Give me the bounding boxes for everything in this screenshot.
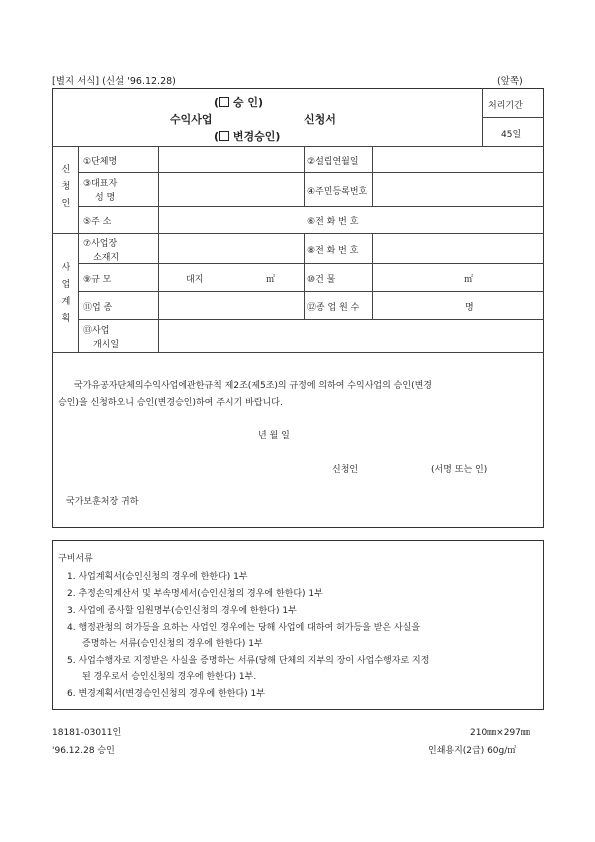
document-item-4-cont: 증명하는 서류(승인신청의 경우에 한한다) 1부	[82, 639, 263, 649]
rep-label-line2: 성 명	[95, 193, 116, 203]
employees-field[interactable]	[374, 293, 462, 317]
land-area-field[interactable]	[206, 265, 262, 289]
document-item-6: 6. 변경계획서(변경승인신청의 경우에 한한다) 1부	[67, 689, 265, 699]
site-phone-label: ⑧전 화 번 호	[307, 246, 359, 256]
processing-period-label: 처리기간	[488, 101, 523, 111]
scale-label: ⑨규 모	[83, 275, 112, 285]
document-item-1: 1. 사업계획서(승인신청의 경우에 한한다) 1부	[67, 572, 248, 582]
org-name-label: ①단체명	[83, 157, 118, 167]
address-label: ⑤주 소	[83, 217, 112, 227]
rrn-label: ④주민등록번호	[307, 187, 368, 197]
employees-unit: 명	[465, 303, 474, 313]
title-change-approval: ( 변경승인)	[214, 130, 281, 143]
required-documents-heading: 구비서류	[58, 554, 93, 564]
rep-name-field[interactable]	[160, 174, 302, 204]
approval-date: '96.12.28 승인	[52, 746, 115, 756]
form-reference: [별지 서식] (신설 '96.12.28)	[52, 76, 176, 87]
business-type-field[interactable]	[160, 293, 302, 317]
document-item-5: 5. 사업수행자로 지정받은 사실을 증명하는 서류(당해 단체의 지부의 장이 사업수행자로 지정	[67, 656, 430, 666]
applicant-name-field[interactable]	[368, 456, 424, 474]
statement-line1: 국가유공자단체의수익사업에관한규칙 제2조(제5조)의 규정에 의하여 수익사업의 승인(변경	[74, 381, 432, 391]
address-field[interactable]	[160, 208, 302, 231]
application-date[interactable]: 년 월 일	[258, 431, 290, 441]
document-item-4: 4. 행정관청의 허가등을 요하는 사업인 경우에는 당해 사업에 대하여 허가등을 받은 사실을	[67, 623, 421, 633]
title-main-right: 신청서	[304, 113, 336, 126]
recipient: 국가보훈처장 귀하	[66, 497, 139, 507]
est-date-field[interactable]	[374, 148, 542, 170]
paper-size: 210㎜×297㎜	[470, 728, 530, 738]
org-name-field[interactable]	[160, 148, 302, 170]
est-date-label: ②설립연월일	[307, 157, 359, 167]
employees-label: ⑫종 업 원 수	[307, 303, 360, 313]
title-approval: ( 승 인)	[214, 96, 263, 109]
statement-line2: 승인)을 신청하오니 승인(변경승인)하여 주시기 바랍니다.	[58, 398, 283, 408]
start-date-label-line1: ⑬사업	[83, 326, 110, 336]
site-label-line1: ⑦사업장	[83, 239, 118, 249]
phone-field[interactable]	[374, 208, 542, 231]
site-location-field[interactable]	[160, 235, 302, 261]
rrn-field[interactable]	[374, 174, 542, 204]
rep-label-line1: ③대표자	[83, 179, 118, 189]
start-date-label-line2: 개시일	[93, 340, 120, 350]
document-item-2: 2. 추정손익계산서 및 부속명세서(승인신청의 경우에 한한다) 1부	[67, 589, 323, 599]
paper-spec: 인쇄용지(2급) 60g/㎡	[428, 746, 517, 756]
land-label: 대지	[186, 275, 204, 285]
land-unit: ㎡	[266, 275, 276, 285]
document-item-3: 3. 사업에 종사할 임원명부(승인신청의 경우에 한한다) 1부	[67, 606, 297, 616]
applicant-group-label: 신 청 인	[61, 165, 71, 209]
applicant-signature-label: 신청인	[332, 465, 359, 475]
building-unit: ㎡	[464, 275, 474, 285]
site-label-line2: 소재지	[93, 253, 120, 263]
form-code: 18181-03011인	[52, 728, 122, 738]
business-plan-group-label: 사 업 계 획	[61, 263, 71, 324]
page-side-label: (앞쪽)	[497, 76, 523, 87]
start-date-field[interactable]	[160, 321, 542, 350]
processing-period-value: 45일	[501, 130, 522, 140]
building-area-field[interactable]	[374, 265, 462, 289]
business-type-label: ⑪업 종	[83, 303, 113, 313]
document-item-5-cont: 된 경우로서 승인신청의 경우에 한한다) 1부.	[82, 672, 257, 682]
change-approval-checkbox[interactable]	[219, 131, 229, 141]
title-main-left: 수익사업	[170, 113, 213, 126]
signature-or-seal[interactable]: (서명 또는 인)	[431, 465, 488, 475]
building-label: ⑩건 물	[307, 275, 336, 285]
approval-checkbox[interactable]	[219, 97, 229, 107]
phone-label: ⑥전 화 번 호	[307, 217, 359, 227]
site-phone-field[interactable]	[374, 235, 542, 261]
